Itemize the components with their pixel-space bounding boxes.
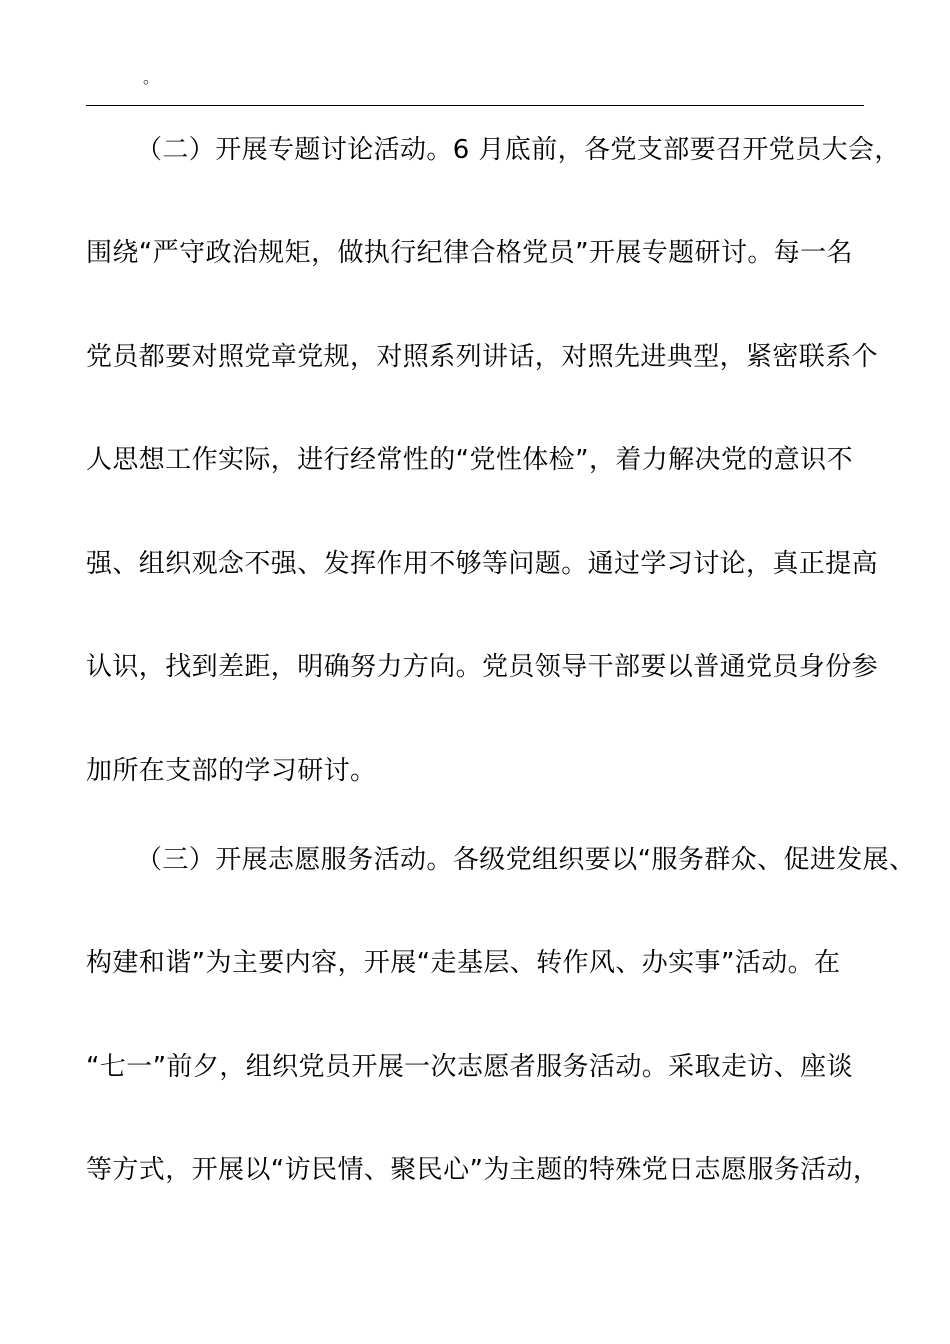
paragraph-line: 围绕“严守政治规矩，做执行纪律合格党员”开展专题研讨。每一名 bbox=[86, 238, 853, 268]
paragraph-line: 构建和谐”为主要内容，开展“走基层、转作风、办实事”活动。在 bbox=[86, 948, 841, 978]
paragraph-line: 认识，找到差距，明确努力方向。党员领导干部要以普通党员身份参 bbox=[86, 652, 879, 682]
paragraph-line: 人思想工作实际，进行经常性的“党性体检”，着力解决党的意识不 bbox=[86, 445, 853, 475]
header-mark: 。 bbox=[143, 68, 160, 87]
paragraph-line: 等方式，开展以“访民情、聚民心”为主题的特殊党日志愿服务活动， bbox=[86, 1155, 880, 1185]
paragraph-line: 强、组织观念不强、发挥作用不够等问题。通过学习讨论，真正提高 bbox=[86, 549, 879, 579]
paragraph-line: 加所在支部的学习研讨。 bbox=[86, 756, 377, 786]
paragraph-line: “七一”前夕，组织党员开展一次志愿者服务活动。采取走访、座谈 bbox=[86, 1052, 853, 1082]
paragraph-line: （二）开展专题讨论活动。6 月底前，各党支部要召开党员大会， bbox=[136, 135, 901, 165]
paragraph-line: 党员都要对照党章党规，对照系列讲话，对照先进典型，紧密联系个 bbox=[86, 342, 879, 372]
paragraph-line: （三）开展志愿服务活动。各级党组织要以“服务群众、促进发展、 bbox=[136, 845, 916, 875]
header-rule bbox=[86, 105, 864, 106]
